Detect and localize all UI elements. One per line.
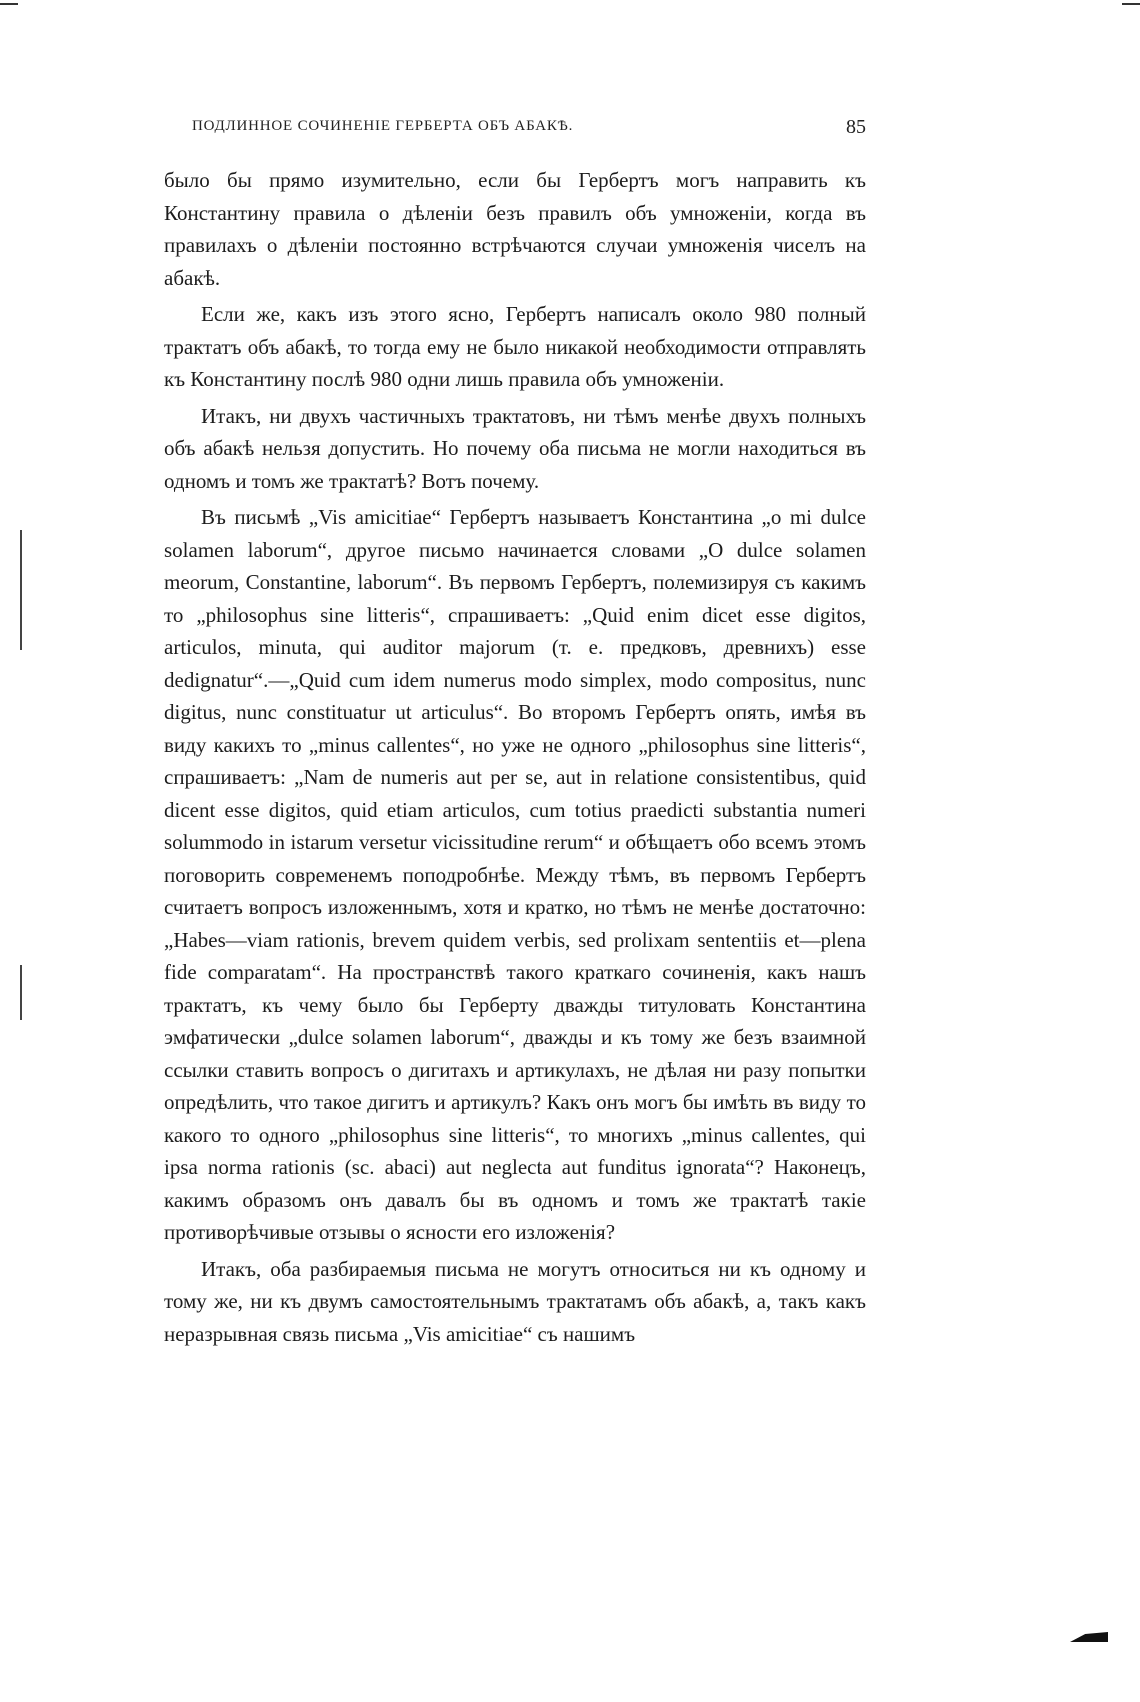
- paragraph: Въ письмѣ „Vis amicitiae“ Гербертъ называетъ Константина „o mi dulce solamen laborum“, другое письмо начинается словами „O dulce solamen meorum, Constantine, laborum“. Въ первомъ Гербертъ, полемизируя съ какимъ то „philosophus sine litteris“, спрашиваетъ: „Quid enim dicet esse digitos, articulos, minuta, qui auditor majorum (т. е. предковъ, древнихъ) esse dedignatur“.—„Quid cum idem numerus modo simplex, modo compositus, nunc digitus, nunc constituatur ut articulus“. Во второмъ Гербертъ опять, имѣя въ виду какихъ то „minus callentes“, но уже не одного „philosophus sine litteris“, спрашиваетъ: „Nam de numeris aut per se, aut in relatione consistentibus, quid dicent esse digitos, quid etiam articulos, cum totius praedicti substantia numeri solummodo in istarum versetur vicissitudine rerum“ и обѣщаетъ обо всемъ этомъ поговорить современемъ поподробнѣе. Между тѣмъ, въ первомъ Гербертъ считаетъ вопросъ изложеннымъ, хотя и кратко, но тѣмъ не менѣе достаточно: „Habes—viam rationis, brevem quidem verbis, sed prolixam sententiis et—plena fide comparatam“. На пространствѣ такого краткаго сочиненія, какъ нашъ трактатъ, къ чему было бы Герберту дважды титуловать Константина эмфатически „dulce solamen laborum“, дважды и къ тому же безъ взаимной ссылки ставить вопросъ о дигитахъ и артикулахъ, не дѣлая ни разу попытки опредѣлить, что такое дигитъ и артикулъ? Какъ онъ могъ бы имѣть въ виду то какого то одного „philosophus sine litteris“, то многихъ „minus callentes, qui ipsa norma rationis (sc. abaci) aut neglecta aut funditus ignorata“? Наконецъ, какимъ образомъ онъ давалъ бы въ одномъ и томъ же трактатѣ такіе противорѣчивые отзывы о ясности его изложенія?: [164, 505, 866, 1244]
- paragraph: Если же, какъ изъ этого ясно, Гербертъ написалъ около 980 полный трактатъ объ абакѣ, то тогда ему не было никакой необходимости отправлять къ Константину послѣ 980 одни лишь правила объ умноженіи.: [164, 302, 866, 391]
- body-text: [164, 164, 866, 1354]
- ink-smudge: [1070, 1632, 1108, 1642]
- paragraph: Итакъ, оба разбираемыя письма не могутъ относиться ни къ одному и тому же, ни къ двумъ самостоятельнымъ трактатамъ объ абакѣ, а, такъ какъ неразрывная связь письма „Vis amicitiae“ съ нашимъ: [164, 1256, 866, 1346]
- margin-mark: [20, 530, 22, 650]
- scan-edge-mark-right: [1122, 3, 1140, 5]
- page-header: [164, 116, 866, 146]
- margin-mark: [20, 965, 22, 1020]
- paragraph: Итакъ, ни двухъ частичныхъ трактатовъ, ни тѣмъ менѣе двухъ полныхъ объ абакѣ нельзя допустить. Но почему оба письма не могли находиться въ одномъ и томъ же трактатѣ? Вотъ почему.: [164, 403, 866, 493]
- scan-edge-mark-left: [0, 3, 18, 5]
- paragraph: было бы прямо изумительно, если бы Гербертъ могъ направить къ Константину правила о дѣленіи безъ правилъ объ умноженіи, когда въ правилахъ о дѣленіи постоянно встрѣчаются случаи умноженія чиселъ на абакѣ.: [164, 168, 866, 290]
- page-number: 85: [846, 116, 866, 138]
- running-title: ПОДЛИННОЕ СОЧИНЕНІЕ ГЕРБЕРТА ОБЪ АБАКѢ.: [192, 118, 574, 134]
